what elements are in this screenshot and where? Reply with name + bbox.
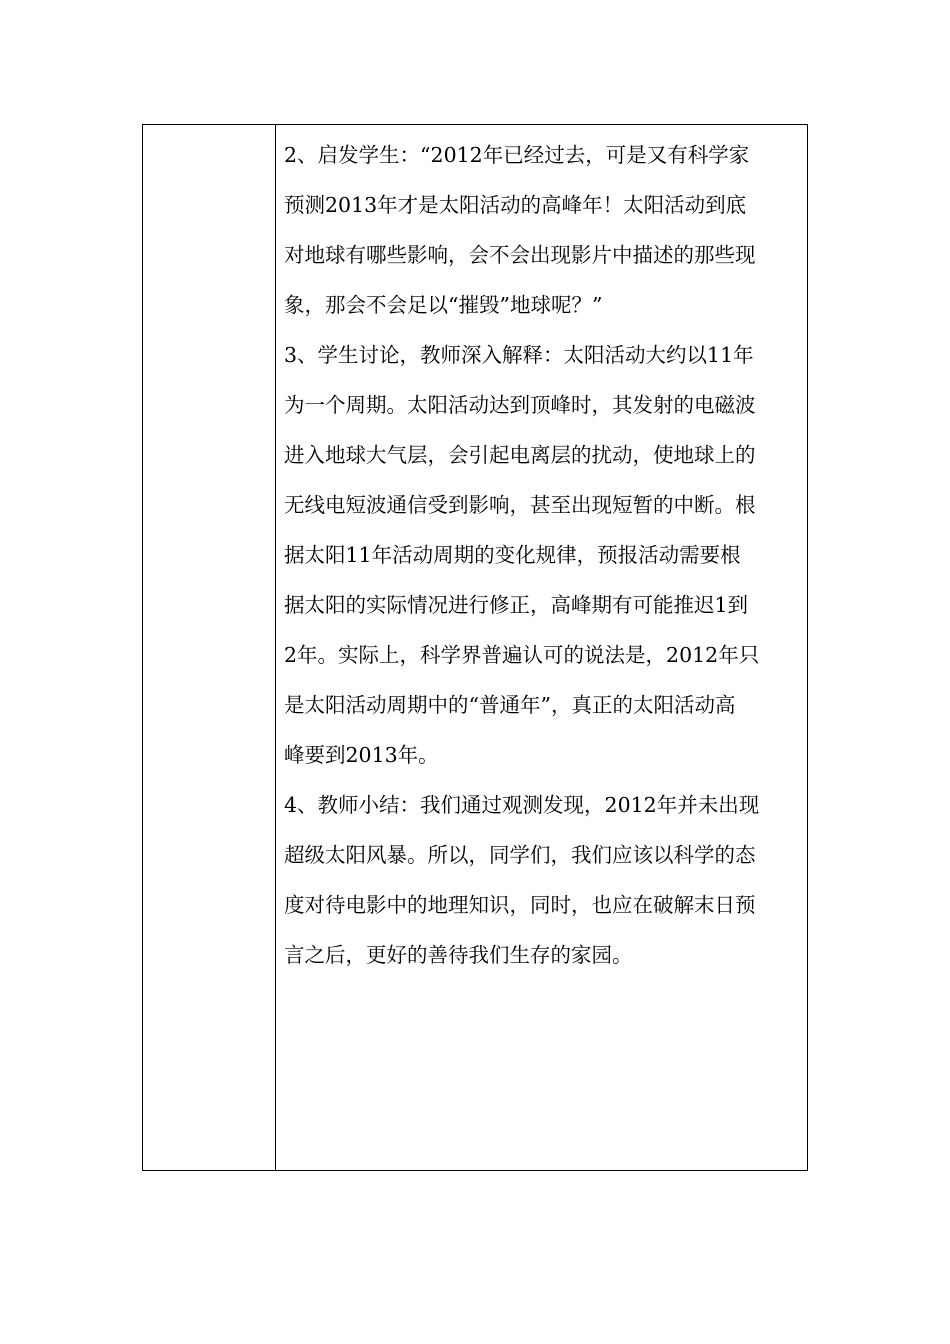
text-line: 预测2013年才是太阳活动的高峰年！太阳活动到底	[284, 193, 747, 217]
text-line: 据太阳的实际情况进行修正，高峰期有可能推迟1到	[284, 593, 749, 617]
text-line: 为一个周期。太阳活动达到顶峰时，其发射的电磁波	[284, 393, 756, 417]
content-table	[142, 124, 808, 1171]
text-line: 4、教师小结：我们通过观测发现，2012年并未出现	[284, 793, 760, 817]
text-line: 对地球有哪些影响，会不会出现影片中描述的那些现	[284, 243, 756, 267]
text-line: 无线电短波通信受到影响，甚至出现短暂的中断。根	[284, 493, 756, 517]
right-content-cell	[276, 125, 807, 1170]
text-line: 象，那会不会足以“摧毁”地球呢？”	[284, 293, 603, 317]
text-line: 3、学生讨论，教师深入解释：太阳活动大约以11年	[284, 343, 754, 367]
text-line: 进入地球大气层，会引起电离层的扰动，使地球上的	[284, 443, 756, 467]
text-line: 言之后，更好的善待我们生存的家园。	[284, 943, 633, 967]
paragraph-step-4	[284, 780, 803, 980]
text-line: 2年。实际上，科学界普遍认可的说法是，2012年只	[284, 643, 760, 667]
text-line: 峰要到2013年。	[284, 743, 439, 767]
text-line: 2、启发学生：“2012年已经过去，可是又有科学家	[284, 143, 750, 167]
text-line: 据太阳11年活动周期的变化规律，预报活动需要根	[284, 543, 741, 567]
text-line: 超级太阳风暴。所以，同学们，我们应该以科学的态	[284, 843, 756, 867]
paragraph-step-3	[284, 330, 803, 780]
paragraph-step-2	[284, 130, 803, 330]
left-empty-cell	[143, 125, 276, 1170]
text-line: 是太阳活动周期中的“普通年”，真正的太阳活动高	[284, 693, 736, 717]
text-line: 度对待电影中的地理知识，同时，也应在破解末日预	[284, 893, 756, 917]
